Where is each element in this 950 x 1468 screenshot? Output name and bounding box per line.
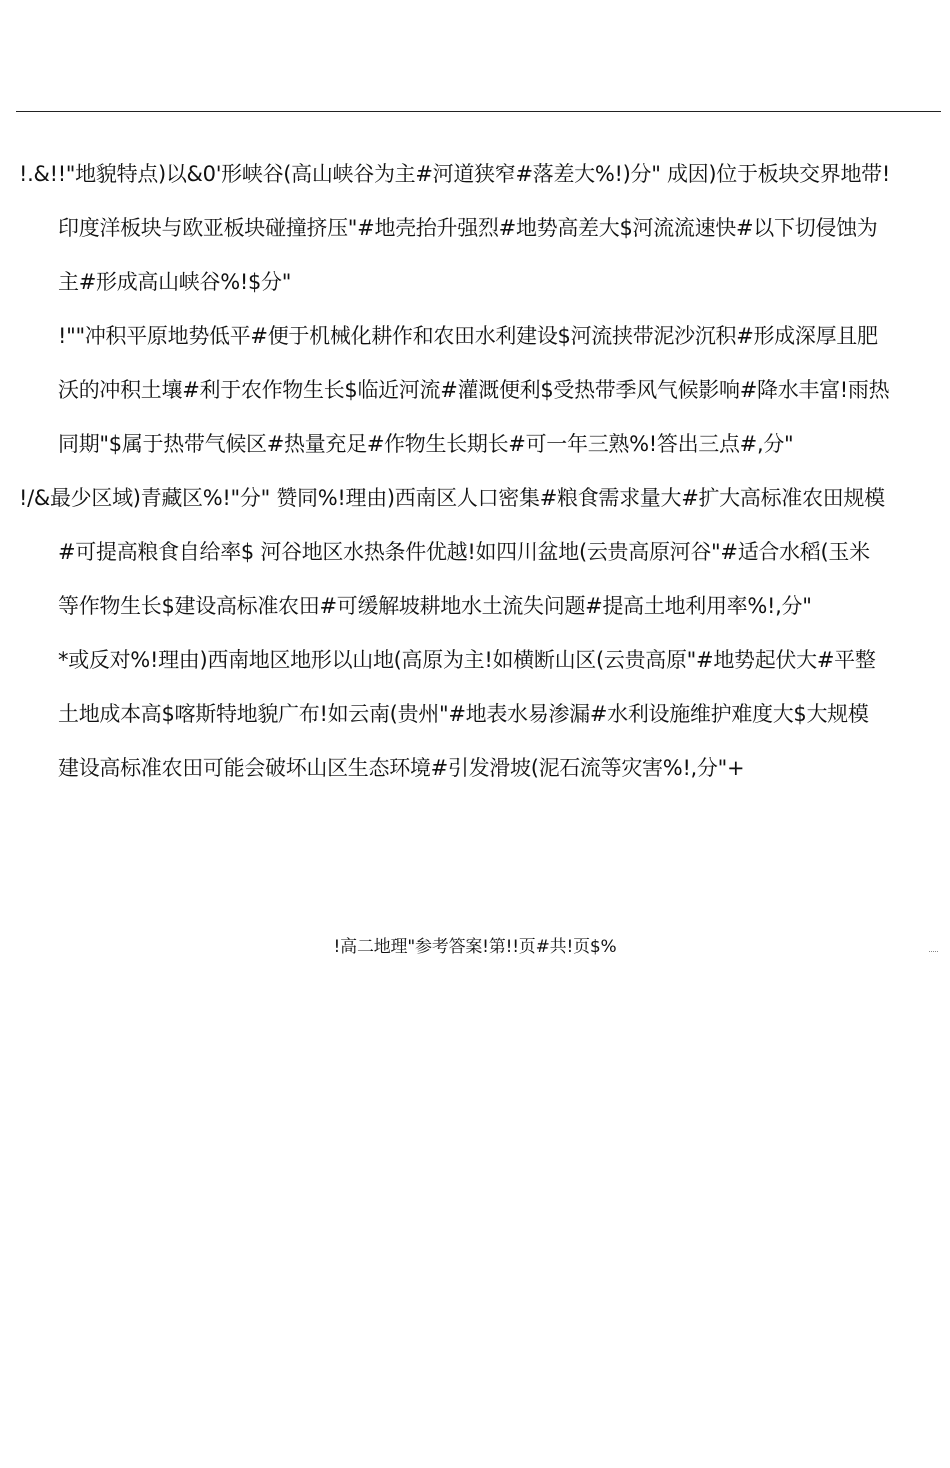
footer-mark bbox=[929, 951, 938, 952]
answer-line-12: 建设高标准农田可能会破坏山区生态环境#引发滑坡(泥石流等灾害%!,分"+ bbox=[58, 756, 745, 780]
answer-line-9: 等作物生长$建设高标准农田#可缓解坡耕地水土流失问题#提高土地利用率%!,分" bbox=[58, 594, 812, 618]
answer-line-5: 沃的冲积土壤#利于农作物生长$临近河流#灌溉便利$受热带季风气候影响#降水丰富!雨热 bbox=[58, 378, 890, 402]
answer-line-4: !""冲积平原地势低平#便于机械化耕作和农田水利建设$河流挟带泥沙沉积#形成深厚且肥 bbox=[58, 324, 878, 348]
header-rule bbox=[16, 111, 941, 112]
answer-line-6: 同期"$属于热带气候区#热量充足#作物生长期长#可一年三熟%!答出三点#,分" bbox=[58, 432, 794, 456]
answer-line-2: 印度洋板块与欧亚板块碰撞挤压"#地壳抬升强烈#地势高差大$河流流速快#以下切侵蚀为 bbox=[58, 216, 878, 240]
answer-line-8: #可提高粮食自给率$ 河谷地区水热条件优越!如四川盆地(云贵高原河谷"#适合水稻(玉米 bbox=[58, 540, 870, 564]
answer-line-7: !/&最少区域)青藏区%!"分" 赞同%!理由)西南区人口密集#粮食需求量大#扩大高标准农田规模 bbox=[19, 486, 885, 510]
answer-line-11: 土地成本高$喀斯特地貌广布!如云南(贵州"#地表水易渗漏#水利设施维护难度大$大规模 bbox=[58, 702, 869, 726]
answer-line-1: !.&!!"地貌特点)以&0'形峡谷(高山峡谷为主#河道狭窄#落差大%!)分" 成因)位于板块交界地带! bbox=[19, 162, 890, 186]
answer-line-10: *或反对%!理由)西南地区地形以山地(高原为主!如横断山区(云贵高原"#地势起伏大#平整 bbox=[58, 648, 876, 672]
answer-line-3: 主#形成高山峡谷%!$分" bbox=[58, 270, 292, 294]
page-footer: !高二地理"参考答案!第!!页#共!页$% bbox=[333, 937, 617, 957]
